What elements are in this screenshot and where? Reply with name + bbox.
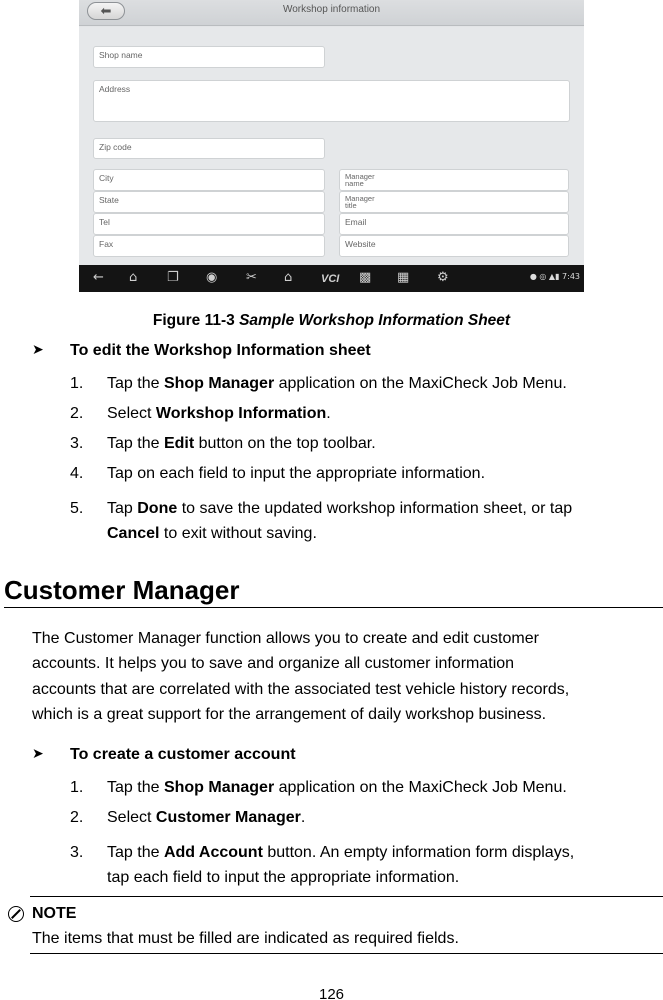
vehicle-settings-icon[interactable]: ⚙ [437,270,449,285]
paragraph-line: The Customer Manager function allows you to create and edit customer [32,630,539,647]
step-number: 4. [70,465,84,482]
step-1-text [107,374,567,393]
screenshot-toolbar [79,0,584,26]
heading-underline [4,607,663,608]
fax-field[interactable]: Fax [93,235,325,257]
step-number: 1. [70,375,84,392]
note-text: The items that must be filled are indicated as required fields. [32,930,459,947]
note-bottom-rule [30,953,663,954]
pencil-icon [8,906,24,922]
home-icon[interactable]: ⌂ [129,270,138,285]
back-arrow-icon[interactable]: ⬅ [87,2,125,20]
vci-icon[interactable]: VCI [321,273,340,285]
caption-prefix: Figure 11-3 [152,312,240,329]
back-icon[interactable]: ← [93,270,104,285]
step-text: Tap the [107,435,164,452]
step-number: 5. [70,500,84,517]
step-number: 3. [70,435,84,452]
step-number: 1. [70,779,84,796]
address-field[interactable]: Address [93,80,570,122]
android-navigation-bar [79,265,584,292]
step-bold: Edit [163,435,195,452]
step-bold: Workshop Information [155,405,327,422]
figure-caption [0,311,663,330]
step-text: Tap the [107,375,164,392]
manager-name-label: Manager name [345,172,375,188]
step-text: button on the top toolbar. [194,435,376,452]
step-4-text: Tap on each field to input the appropriate information. [107,465,486,482]
car-icon[interactable]: ▩ [359,270,372,285]
screenshot-title: Workshop information [282,4,381,15]
bullet-arrow-icon: ➤ [32,746,44,762]
step-bold: Add Account [163,844,263,861]
step-text: application on the MaxiCheck Job Menu. [274,779,567,796]
tel-field[interactable]: Tel [93,213,325,235]
step-number: 3. [70,844,84,861]
step-text: Select [107,405,156,422]
step-text: application on the MaxiCheck Job Menu. [274,375,567,392]
step-number: 2. [70,405,84,422]
city-field[interactable]: City [93,169,325,191]
step-2-text [107,404,331,423]
workshop-form [79,27,584,265]
step-bold: Cancel [107,525,160,542]
section-title-customer-manager: Customer Manager [4,575,240,605]
manager-name-field[interactable] [339,169,569,191]
cm-step-1-text [107,778,567,797]
step-bold: Shop Manager [163,779,275,796]
status-area: ● ◎ ▲▮ 7:43 [529,272,580,281]
step-5-text [107,499,572,518]
cm-step-2-text [107,808,305,827]
zip-code-field[interactable]: Zip code [93,138,325,159]
step-text: button. An empty information form displays, [262,844,575,861]
shop-icon[interactable]: ▦ [397,270,410,285]
workshop-information-screenshot [79,0,584,292]
paragraph-line: which is a great support for the arrangement of daily workshop business. [32,706,547,724]
state-field[interactable]: State [93,191,325,213]
step-text: to exit without saving. [159,525,317,542]
manager-title-label: Manager title [345,194,375,210]
cm-step-3-text-line2: tap each field to input the appropriate information. [107,869,460,886]
customer-manager-paragraph [32,626,659,728]
paragraph-line: accounts. It helps you to save and organize all customer information [32,655,515,673]
screenshot-icon[interactable]: ✂ [246,270,257,285]
caption-title: Sample Workshop Information Sheet [239,312,511,329]
note-top-rule [30,896,663,897]
step-text: to save the updated workshop information sheet, or tap [177,500,573,517]
step-text: Tap [107,500,138,517]
website-field[interactable]: Website [339,235,569,257]
step-bold: Shop Manager [163,375,275,392]
step-text: . [326,405,331,422]
step-number: 2. [70,809,84,826]
paragraph-line: accounts that are correlated with the associated test vehicle history records, [32,680,570,698]
status-time: 7:43 [562,272,580,281]
step-5-text-line2 [107,524,317,543]
step-bold: Done [137,500,178,517]
step-text: Select [107,809,156,826]
section-heading-edit-workshop: To edit the Workshop Information sheet [70,342,371,359]
step-text: Tap the [107,844,164,861]
step-3-text [107,434,376,453]
step-text: . [300,809,306,826]
shop-name-field[interactable]: Shop name [93,46,325,68]
bullet-arrow-icon: ➤ [32,342,44,358]
step-bold: Customer Manager [155,809,301,826]
note-label: NOTE [32,905,77,922]
maxicheck-home-icon[interactable]: ⌂ [284,270,293,285]
page-number: 126 [318,986,345,1000]
section-heading-create-account: To create a customer account [70,746,296,763]
cm-step-3-text [107,843,574,862]
chrome-icon[interactable]: ◉ [206,270,218,285]
recent-apps-icon[interactable]: ❐ [167,270,179,285]
manager-title-field[interactable] [339,191,569,213]
email-field[interactable]: Email [339,213,569,235]
step-text: Tap the [107,779,164,796]
